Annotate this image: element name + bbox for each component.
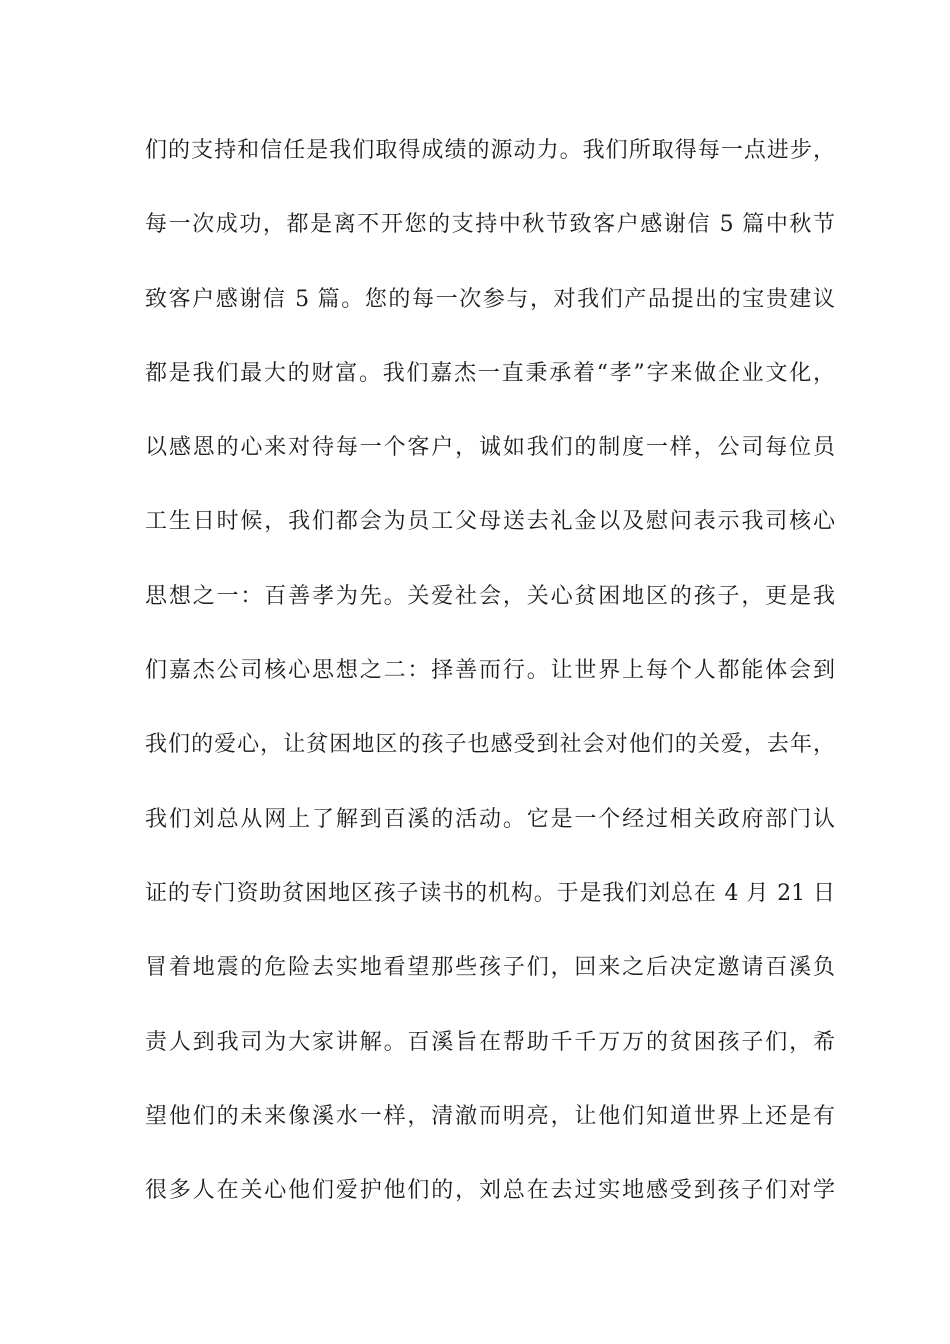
text-line: 冒着地震的危险去实地看望那些孩子们，回来之后决定邀请百溪负 [145, 955, 835, 981]
text-line: 每一次成功，都是离不开您的支持中秋节致客户感谢信 5 篇中秋节 [145, 212, 835, 238]
text-line: 致客户感谢信 5 篇。您的每一次参与，对我们产品提出的宝贵建议 [145, 286, 835, 312]
text-line: 望他们的未来像溪水一样，清澈而明亮，让他们知道世界上还是有 [145, 1103, 835, 1129]
text-line: 很多人在关心他们爱护他们的，刘总在去过实地感受到孩子们对学 [145, 1178, 835, 1204]
text-line: 工生日时候，我们都会为员工父母送去礼金以及慰问表示我司核心 [145, 509, 835, 535]
text-line: 责人到我司为大家讲解。百溪旨在帮助千千万万的贫困孩子们，希 [145, 1029, 835, 1055]
body-text [145, 129, 835, 1243]
text-line: 以感恩的心来对待每一个客户，诚如我们的制度一样，公司每位员 [145, 435, 835, 461]
text-line: 我们刘总从网上了解到百溪的活动。它是一个经过相关政府部门认 [145, 806, 835, 832]
text-line: 都是我们最大的财富。我们嘉杰一直秉承着“孝”字来做企业文化， [145, 360, 835, 386]
text-line: 们嘉杰公司核心思想之二：择善而行。让世界上每个人都能体会到 [145, 658, 835, 684]
text-line: 证的专门资助贫困地区孩子读书的机构。于是我们刘总在 4 月 21 日 [145, 880, 835, 906]
text-line: 们的支持和信任是我们取得成绩的源动力。我们所取得每一点进步， [145, 138, 835, 163]
text-line: 思想之一：百善孝为先。关爱社会，关心贫困地区的孩子，更是我 [145, 583, 835, 609]
text-line: 我们的爱心，让贫困地区的孩子也感受到社会对他们的关爱，去年， [145, 732, 835, 758]
